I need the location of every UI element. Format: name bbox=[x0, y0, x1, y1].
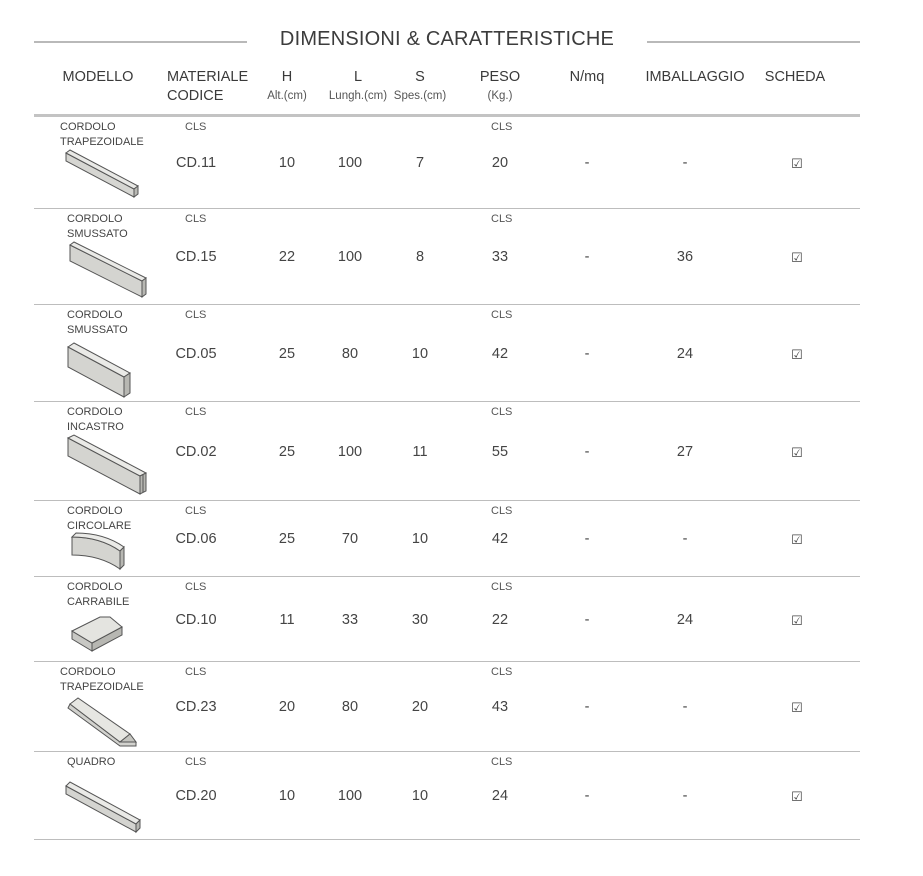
weight-material-label: CLS bbox=[491, 666, 513, 678]
nmq-value: - bbox=[584, 155, 590, 171]
datasheet-checkbox-icon[interactable]: ☑ bbox=[791, 532, 803, 547]
header-materiale: MATERIALE bbox=[167, 69, 249, 85]
table-row bbox=[34, 662, 860, 752]
product-code: CD.10 bbox=[175, 612, 217, 628]
length-value: 33 bbox=[341, 612, 359, 628]
model-name-line2: TRAPEZOIDALE bbox=[60, 681, 144, 693]
length-value: 80 bbox=[341, 699, 359, 715]
datasheet-checkbox-icon[interactable]: ☑ bbox=[791, 613, 803, 628]
packaging-value: - bbox=[682, 155, 688, 171]
material-label: CLS bbox=[185, 406, 207, 418]
product-code: CD.15 bbox=[175, 249, 217, 265]
height-value: 11 bbox=[279, 612, 295, 628]
table-row bbox=[34, 577, 860, 662]
nmq-value: - bbox=[584, 249, 590, 265]
weight-material-label: CLS bbox=[491, 121, 513, 133]
thickness-value: 10 bbox=[411, 346, 429, 362]
datasheet-checkbox-icon[interactable]: ☑ bbox=[791, 789, 803, 804]
header-s: S Spes.(cm) bbox=[390, 68, 450, 106]
model-name-line1: CORDOLO bbox=[67, 309, 123, 321]
title-divider-right bbox=[647, 41, 860, 43]
packaging-value: 24 bbox=[676, 612, 694, 628]
weight-value: 24 bbox=[491, 788, 509, 804]
weight-material-label: CLS bbox=[491, 213, 513, 225]
height-value: 25 bbox=[278, 444, 296, 460]
table-title-bar bbox=[34, 28, 860, 58]
model-name bbox=[67, 308, 128, 338]
model-name bbox=[67, 755, 115, 770]
model-name-line2: SMUSSATO bbox=[67, 228, 128, 240]
packaging-value: - bbox=[682, 531, 688, 547]
weight-material-label: CLS bbox=[491, 581, 513, 593]
header-scheda: SCHEDA bbox=[764, 69, 826, 85]
weight-material-label: CLS bbox=[491, 505, 513, 517]
model-name-line1: CORDOLO bbox=[60, 121, 116, 133]
height-value: 10 bbox=[278, 155, 296, 171]
packaging-value: 24 bbox=[676, 346, 694, 362]
table-row bbox=[34, 752, 860, 840]
chamfered-curb-icon bbox=[66, 341, 136, 406]
square-curb-icon bbox=[64, 780, 144, 841]
height-value: 20 bbox=[278, 699, 296, 715]
trapezoidal-curb-icon bbox=[62, 147, 142, 208]
thickness-value: 8 bbox=[415, 249, 425, 265]
length-value: 100 bbox=[337, 155, 363, 171]
table-row bbox=[34, 305, 860, 402]
table-row bbox=[34, 209, 860, 305]
model-name-line1: CORDOLO bbox=[67, 213, 123, 225]
nmq-value: - bbox=[584, 612, 590, 628]
height-value: 25 bbox=[278, 346, 296, 362]
header-nmq: N/mq bbox=[569, 69, 605, 85]
model-name-line2: INCASTRO bbox=[67, 421, 124, 433]
packaging-value: - bbox=[682, 788, 688, 804]
header-materiale-codice bbox=[167, 68, 257, 106]
product-code: CD.11 bbox=[175, 155, 217, 171]
product-code: CD.20 bbox=[175, 788, 217, 804]
header-codice: CODICE bbox=[167, 88, 224, 104]
material-label: CLS bbox=[185, 666, 207, 678]
thickness-value: 11 bbox=[412, 444, 428, 460]
model-name-line1: CORDOLO bbox=[60, 666, 116, 678]
model-name-line1: CORDOLO bbox=[67, 581, 123, 593]
model-name-line2: CIRCOLARE bbox=[67, 520, 132, 532]
weight-value: 20 bbox=[491, 155, 509, 171]
weight-value: 43 bbox=[491, 699, 509, 715]
title-divider-left bbox=[34, 41, 247, 43]
table-row bbox=[34, 501, 860, 577]
header-h-unit: Alt.(cm) bbox=[267, 90, 307, 102]
header-peso: PESO (Kg.) bbox=[470, 68, 530, 106]
weight-value: 55 bbox=[491, 444, 509, 460]
interlock-curb-icon bbox=[66, 434, 148, 501]
row-divider bbox=[34, 839, 860, 840]
table-row bbox=[34, 117, 860, 209]
header-modello: MODELLO bbox=[62, 69, 134, 85]
table-row bbox=[34, 402, 860, 501]
datasheet-checkbox-icon[interactable]: ☑ bbox=[791, 250, 803, 265]
length-value: 70 bbox=[341, 531, 359, 547]
weight-value: 42 bbox=[491, 531, 509, 547]
product-code: CD.05 bbox=[175, 346, 217, 362]
product-code: CD.02 bbox=[175, 444, 217, 460]
datasheet-checkbox-icon[interactable]: ☑ bbox=[791, 156, 803, 171]
chamfered-curb-icon bbox=[68, 241, 148, 306]
datasheet-checkbox-icon[interactable]: ☑ bbox=[791, 700, 803, 715]
model-name-line2: TRAPEZOIDALE bbox=[60, 136, 144, 148]
nmq-value: - bbox=[584, 346, 590, 362]
trapezoidal-curb-icon bbox=[66, 694, 146, 755]
material-label: CLS bbox=[185, 756, 207, 768]
weight-value: 42 bbox=[491, 346, 509, 362]
page-title: DIMENSIONI & CARATTERISTICHE bbox=[279, 28, 615, 50]
header-s-unit: Spes.(cm) bbox=[393, 90, 447, 102]
datasheet-checkbox-icon[interactable]: ☑ bbox=[791, 445, 803, 460]
thickness-value: 10 bbox=[411, 788, 429, 804]
model-name bbox=[60, 120, 144, 150]
model-name-line2: CARRABILE bbox=[67, 596, 130, 608]
weight-material-label: CLS bbox=[491, 406, 513, 418]
nmq-value: - bbox=[584, 788, 590, 804]
packaging-value: - bbox=[682, 699, 688, 715]
model-name bbox=[67, 504, 131, 534]
header-peso-unit: (Kg.) bbox=[487, 90, 513, 102]
material-label: CLS bbox=[185, 213, 207, 225]
model-name bbox=[60, 665, 144, 695]
model-name-line1: CORDOLO bbox=[67, 406, 123, 418]
weight-material-label: CLS bbox=[491, 756, 513, 768]
weight-value: 22 bbox=[491, 612, 509, 628]
length-value: 100 bbox=[337, 249, 363, 265]
height-value: 10 bbox=[278, 788, 296, 804]
material-label: CLS bbox=[185, 121, 207, 133]
packaging-value: 36 bbox=[676, 249, 694, 265]
height-value: 25 bbox=[278, 531, 296, 547]
driveway-curb-icon bbox=[70, 613, 126, 658]
nmq-value: - bbox=[584, 531, 590, 547]
material-label: CLS bbox=[185, 505, 207, 517]
model-name bbox=[67, 405, 124, 435]
length-value: 80 bbox=[341, 346, 359, 362]
product-code: CD.06 bbox=[175, 531, 217, 547]
weight-material-label: CLS bbox=[491, 309, 513, 321]
nmq-value: - bbox=[584, 699, 590, 715]
model-name-line1: QUADRO bbox=[67, 756, 116, 768]
thickness-value: 30 bbox=[411, 612, 429, 628]
thickness-value: 10 bbox=[411, 531, 429, 547]
thickness-value: 20 bbox=[411, 699, 429, 715]
header-l-unit: Lungh.(cm) bbox=[328, 90, 388, 102]
material-label: CLS bbox=[185, 309, 207, 321]
model-name-line1: CORDOLO bbox=[67, 505, 123, 517]
nmq-value: - bbox=[584, 444, 590, 460]
model-name-line2: SMUSSATO bbox=[67, 324, 128, 336]
model-name bbox=[67, 212, 128, 242]
header-l: L Lungh.(cm) bbox=[320, 68, 396, 106]
header-imballaggio: IMBALLAGGIO bbox=[645, 69, 745, 85]
length-value: 100 bbox=[337, 444, 363, 460]
product-code: CD.23 bbox=[175, 699, 217, 715]
material-label: CLS bbox=[185, 581, 207, 593]
model-name bbox=[67, 580, 129, 610]
thickness-value: 7 bbox=[415, 155, 425, 171]
weight-value: 33 bbox=[491, 249, 509, 265]
packaging-value: 27 bbox=[676, 444, 694, 460]
circular-curb-icon bbox=[70, 531, 126, 578]
height-value: 22 bbox=[278, 249, 296, 265]
datasheet-checkbox-icon[interactable]: ☑ bbox=[791, 347, 803, 362]
length-value: 100 bbox=[337, 788, 363, 804]
header-h: H Alt.(cm) bbox=[257, 68, 317, 106]
